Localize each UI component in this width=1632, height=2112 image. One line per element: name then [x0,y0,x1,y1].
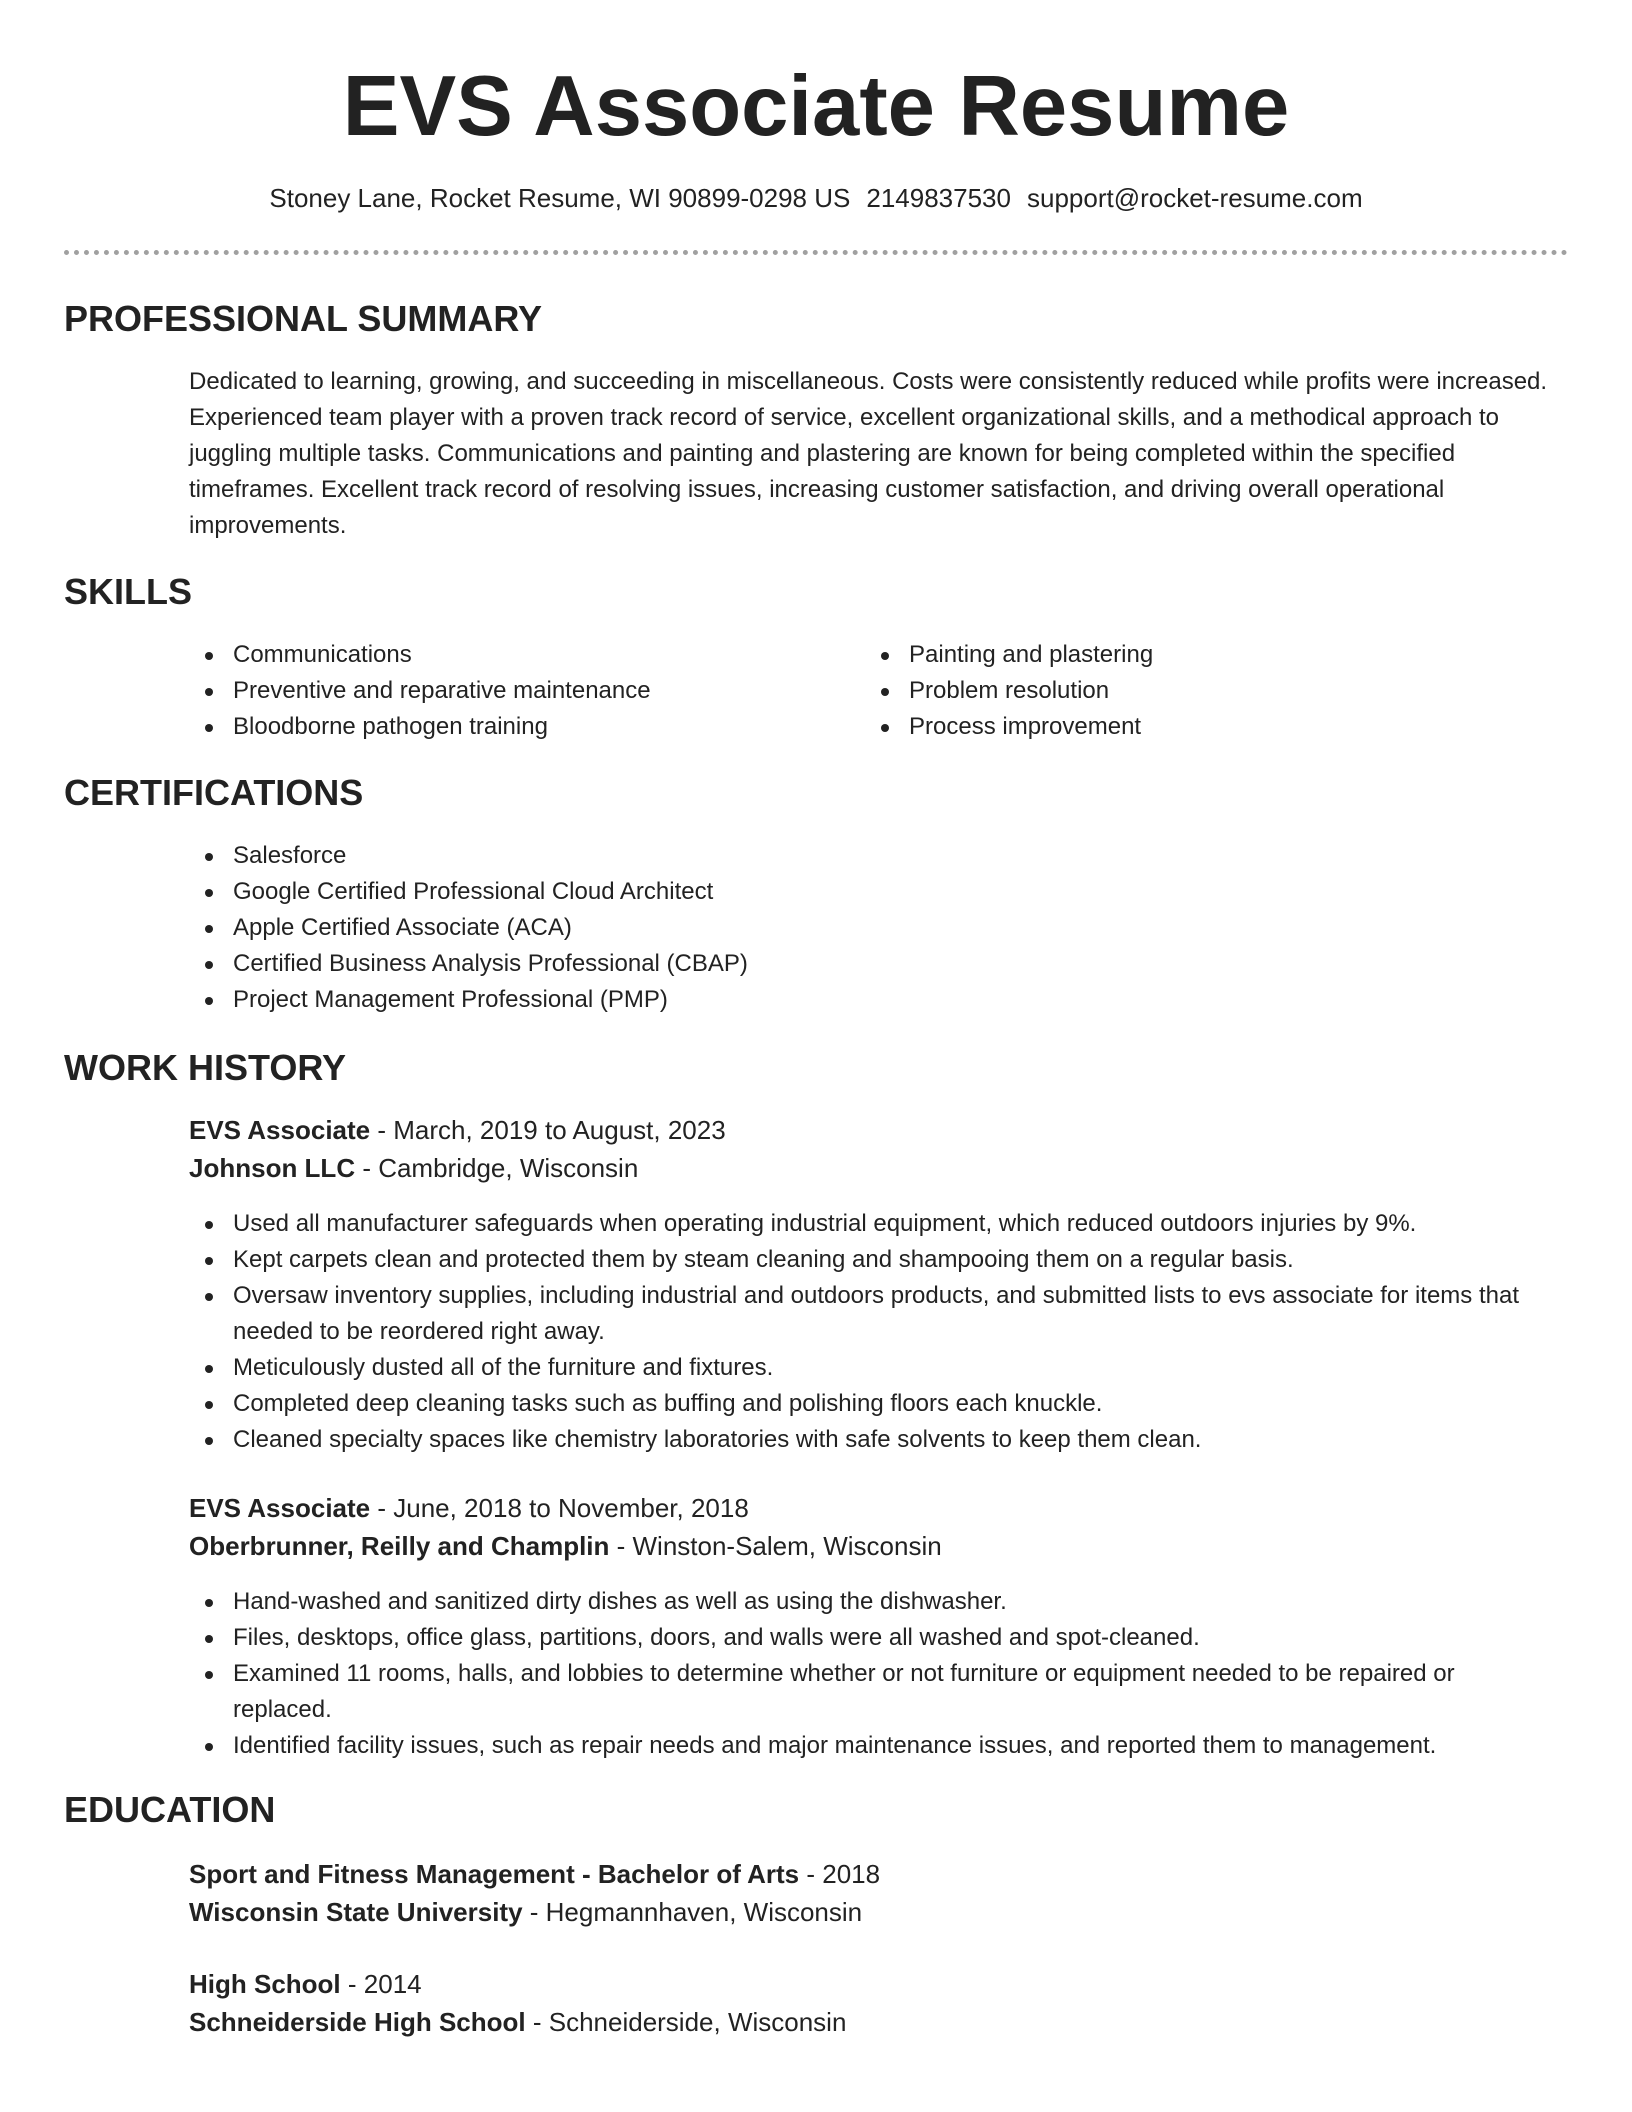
education-1-degree: Sport and Fitness Management - Bachelor of Arts [189,1859,800,1889]
certification-item: Apple Certified Associate (ACA) [189,910,1559,946]
job-1-bullets [189,1206,1559,1458]
job-1-title-line [189,1112,726,1148]
job-2-company-line [189,1528,942,1564]
certification-item: Google Certified Professional Cloud Architect [189,874,1559,910]
contact-email: support@rocket-resume.com [1026,183,1363,213]
education-1-degree-line [189,1856,880,1892]
job-1-dates: - March, 2019 to August, 2023 [370,1115,726,1145]
section-title-work-history: WORK HISTORY [64,1047,347,1088]
job-2-company: Oberbrunner, Reilly and Champlin [189,1531,610,1561]
job-2-location: - Winston-Salem, Wisconsin [609,1531,942,1561]
certification-item: Salesforce [189,838,1559,874]
education-1-year: - 2018 [799,1859,881,1889]
certification-item: Project Management Professional (PMP) [189,982,1559,1018]
job-bullet: Cleaned specialty spaces like chemistry laboratories with safe solvents to keep them clean. [189,1422,1559,1458]
skills-list-left [189,637,829,745]
header-divider [64,250,1568,255]
education-2-school: Schneiderside High School [189,2007,526,2037]
education-2-year: - 2014 [340,1969,422,1999]
section-title-certifications: CERTIFICATIONS [64,772,364,813]
skill-item: Communications [189,637,829,673]
skill-item: Problem resolution [865,673,1505,709]
section-title-skills: SKILLS [64,571,193,612]
education-2-degree-line [189,1966,422,2002]
job-2-dates: - June, 2018 to November, 2018 [370,1493,749,1523]
job-bullet: Identified facility issues, such as repair needs and major maintenance issues, and reported them to management. [189,1728,1559,1764]
skill-item: Bloodborne pathogen training [189,709,829,745]
education-2-school-line [189,2004,846,2040]
job-bullet: Kept carpets clean and protected them by steam cleaning and shampooing them on a regular basis. [189,1242,1559,1278]
contact-phone: 2149837530 [866,183,1011,213]
job-1-company-line [189,1150,638,1186]
job-1-role: EVS Associate [189,1115,371,1145]
job-bullet: Hand-washed and sanitized dirty dishes as well as using the dishwasher. [189,1584,1559,1620]
job-2-bullets [189,1584,1559,1764]
job-1-location: - Cambridge, Wisconsin [355,1153,639,1183]
certification-item: Certified Business Analysis Professional (CBAP) [189,946,1559,982]
job-bullet: Files, desktops, office glass, partitions, doors, and walls were all washed and spot-cleaned. [189,1620,1559,1656]
job-bullet: Meticulously dusted all of the furniture and fixtures. [189,1350,1559,1386]
contact-address: Stoney Lane, Rocket Resume, WI 90899-0298 US [269,183,851,213]
skill-item: Process improvement [865,709,1505,745]
education-2-degree: High School [189,1969,341,1999]
job-2-title-line [189,1490,749,1526]
section-title-education: EDUCATION [64,1789,276,1830]
certifications-list [189,838,1559,1018]
summary-text: Dedicated to learning, growing, and succeeding in miscellaneous. Costs were consistently reduced while profits were increased. Experienced team player with a proven track record of service, excellent organizational skills, and a methodical approach to juggling multiple tasks. Communications and painting and plastering are known for being completed within the specified timeframes. Excellent track record of resolving issues, increasing customer satisfaction, and driving overall operational improvements. [189,368,1548,539]
contact-line [0,180,1632,216]
education-1-school: Wisconsin State University [189,1897,523,1927]
education-1-school-line [189,1894,862,1930]
job-2-role: EVS Associate [189,1493,371,1523]
skills-list-right [865,637,1505,745]
education-2-location: - Schneiderside, Wisconsin [525,2007,847,2037]
job-bullet: Examined 11 rooms, halls, and lobbies to determine whether or not furniture or equipment needed to be repaired or replaced. [189,1656,1559,1728]
job-1-company: Johnson LLC [189,1153,356,1183]
job-bullet: Oversaw inventory supplies, including industrial and outdoors products, and submitted lists to evs associate for items that needed to be reordered right away. [189,1278,1559,1350]
education-1-location: - Hegmannhaven, Wisconsin [522,1897,863,1927]
skill-item: Painting and plastering [865,637,1505,673]
skill-item: Preventive and reparative maintenance [189,673,829,709]
job-bullet: Completed deep cleaning tasks such as buffing and polishing floors each knuckle. [189,1386,1559,1422]
job-bullet: Used all manufacturer safeguards when operating industrial equipment, which reduced outdoors injuries by 9%. [189,1206,1559,1242]
section-title-summary: PROFESSIONAL SUMMARY [64,298,543,339]
resume-title: EVS Associate Resume [342,59,1290,154]
